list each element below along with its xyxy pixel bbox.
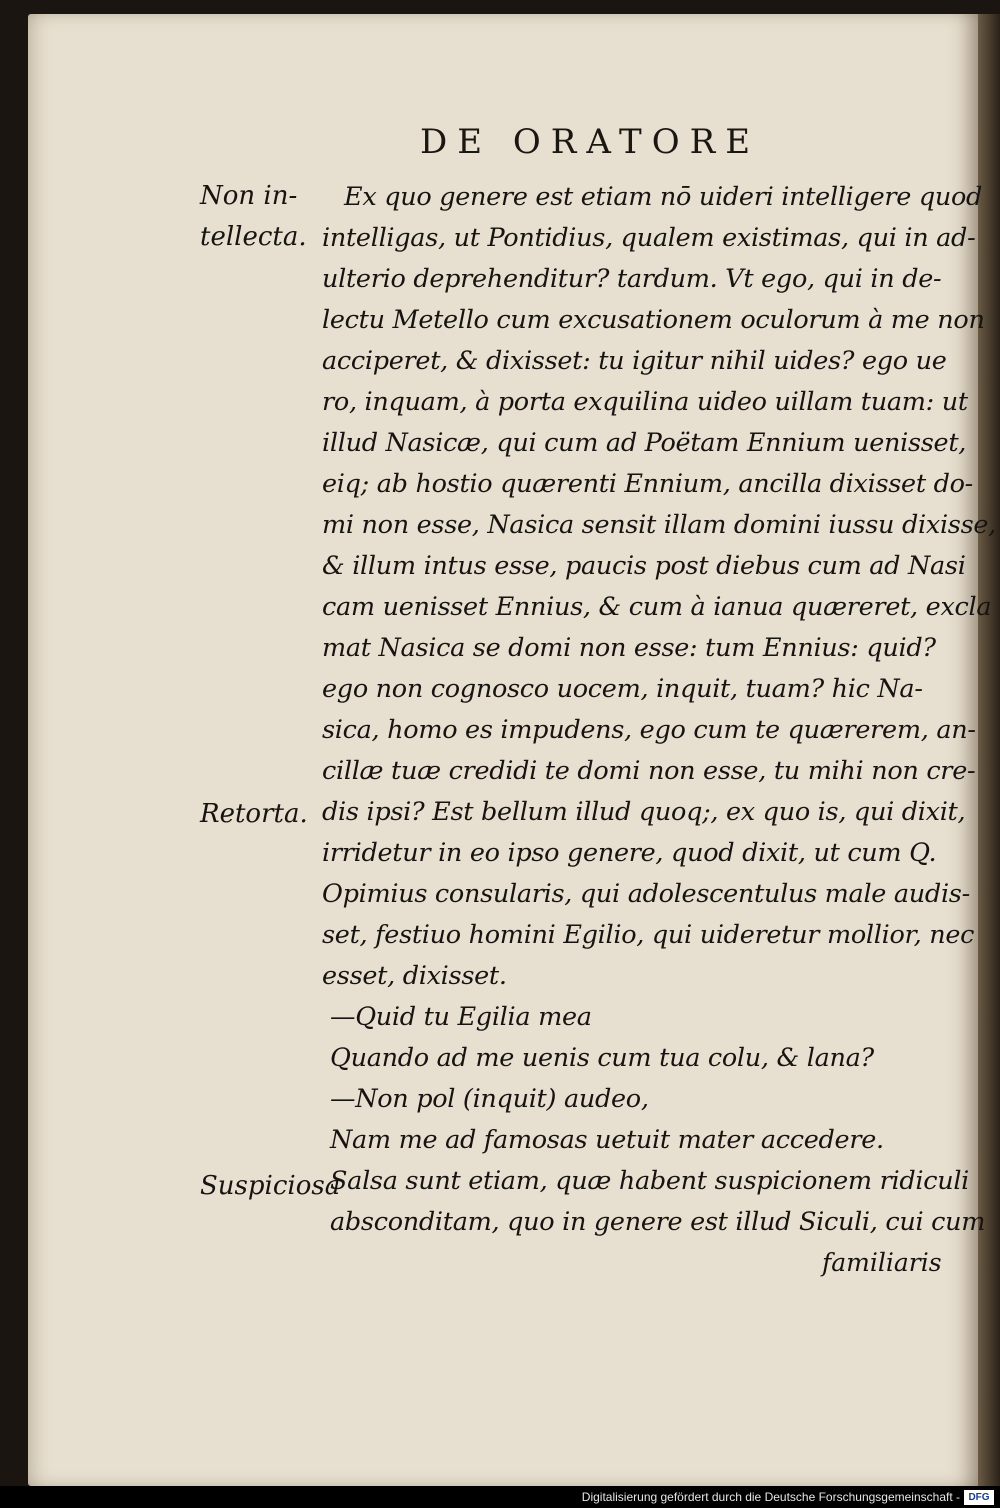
- text-line: sica, homo es impudens, ego cum te quærerem, an-: [322, 715, 976, 745]
- verse-line: Nam me ad famosas uetuit mater accedere.: [330, 1125, 884, 1155]
- running-head: DE ORATORE: [420, 122, 761, 162]
- catchword: familiaris: [822, 1248, 942, 1277]
- footer-credit: Digitalisierung gefördert durch die Deutsche Forschungsgemeinschaft -: [581, 1490, 960, 1504]
- text-line: eiq; ab hostio quærenti Ennium, ancilla dixisset do-: [322, 469, 973, 499]
- verse-line: Quando ad me uenis cum tua colu, & lana?: [330, 1043, 874, 1073]
- text-line: & illum intus esse, paucis post diebus cum ad Nasi: [322, 551, 966, 581]
- text-line: lectu Metello cum excusationem oculorum à me non: [322, 305, 985, 335]
- text-line: intelligas, ut Pontidius, qualem existimas, qui in ad-: [322, 223, 976, 253]
- margin-note-retorta: Retorta.: [200, 799, 308, 829]
- text-line: Salsa sunt etiam, quæ habent suspicionem ridiculi: [330, 1166, 970, 1196]
- verse-line: —Quid tu Egilia mea: [330, 1002, 592, 1032]
- text-line: absconditam, quo in genere est illud Siculi, cui cum: [330, 1207, 986, 1237]
- text-line: set, festiuo homini Egilio, qui uideretur mollior, nec: [322, 920, 975, 950]
- margin-note-non-intellecta-2: tellecta.: [200, 222, 307, 252]
- text-line: esset, dixisset.: [322, 961, 507, 991]
- text-line: ulterio deprehenditur? tardum. Vt ego, qui in de-: [322, 264, 942, 294]
- text-line: Opimius consularis, qui adolescentulus male audis-: [322, 879, 970, 909]
- digitization-footer: [0, 1486, 1000, 1508]
- text-line: ro, inquam, à porta exquilina uideo uillam tuam: ut: [322, 387, 968, 417]
- text-line: cam uenisset Ennius, & cum à ianua quæreret, excla: [322, 592, 992, 622]
- text-line: mi non esse, Nasica sensit illam domini iussu dixisse,: [322, 510, 996, 540]
- margin-note-non-intellecta-1: Non in-: [200, 181, 298, 211]
- page-edge-shadow: [978, 14, 1000, 1486]
- text-line: acciperet, & dixisset: tu igitur nihil uides? ego ue: [322, 346, 947, 376]
- verse-line: —Non pol (inquit) audeo,: [330, 1084, 649, 1114]
- text-line: mat Nasica se domi non esse: tum Ennius: quid?: [322, 633, 936, 663]
- text-line: dis ipsi? Est bellum illud quoq;, ex quo is, qui dixit,: [322, 797, 966, 827]
- text-line: irridetur in eo ipso genere, quod dixit, ut cum Q.: [322, 838, 937, 868]
- margin-note-suspiciosa: Suspiciosa: [200, 1171, 341, 1201]
- text-line: ego non cognosco uocem, inquit, tuam? hic Na-: [322, 674, 923, 704]
- text-line: illud Nasicæ, qui cum ad Poëtam Ennium uenisset,: [322, 428, 967, 458]
- text-line: cillæ tuæ credidi te domi non esse, tu mihi non cre-: [322, 756, 976, 786]
- text-line: Ex quo genere est etiam nō uideri intelligere quod: [344, 182, 983, 212]
- dfg-logo: DFG: [964, 1490, 994, 1505]
